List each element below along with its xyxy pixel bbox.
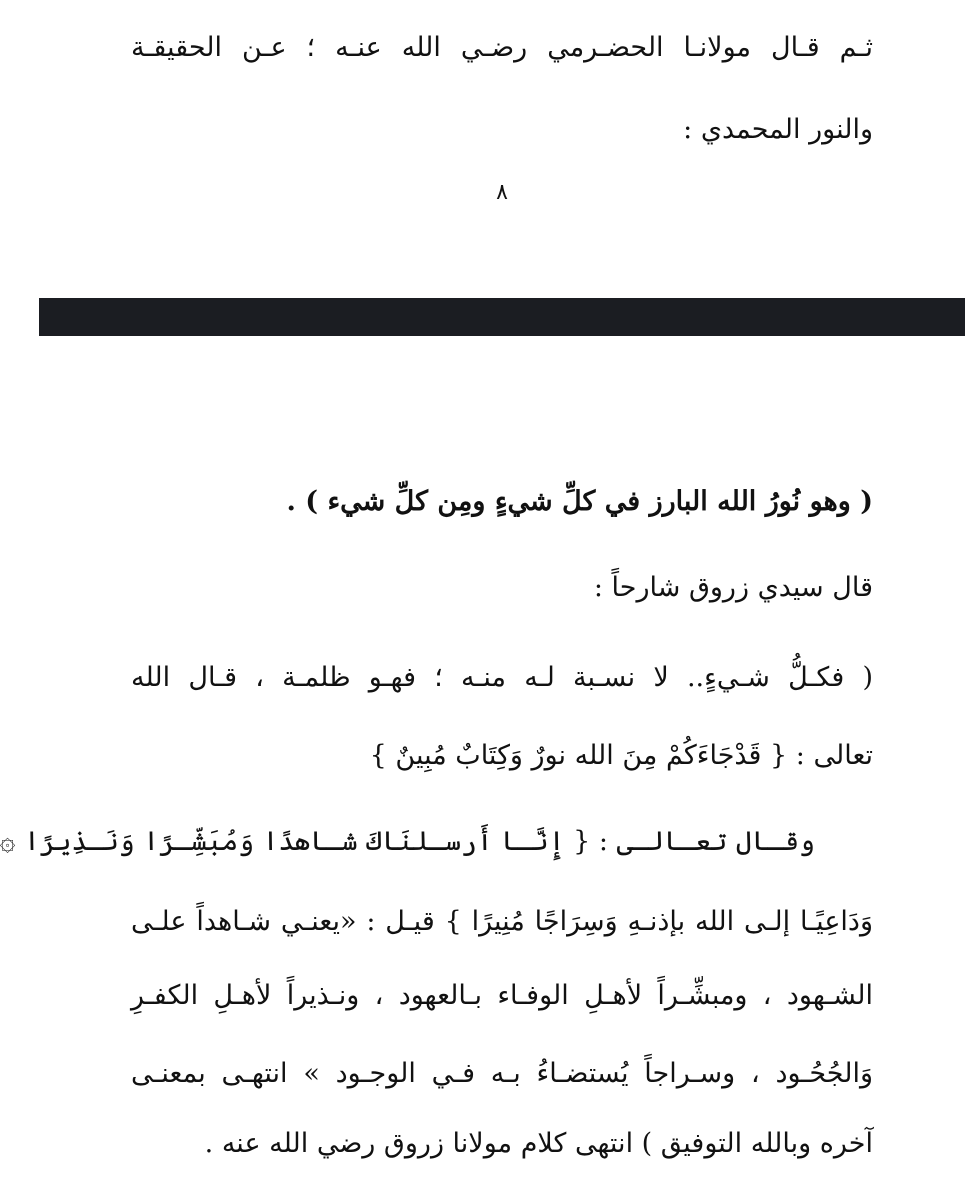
text-line: قال سيدي زروق شارحاً : xyxy=(593,572,873,603)
text-line: وقـال تعـالـى : { إِنَّـا أَرسـلنَاكَ شـاهدًا وَمُبَشِّـرًا وَنَـذِيرًا ۞ xyxy=(0,826,815,857)
text-line: الشـهود ، ومبشِّـراً لأهـلِ الوفـاء بـالعهود ، ونـذيراً لأهـلِ الكفـرِ xyxy=(131,980,873,1011)
upper-page xyxy=(39,0,965,298)
text-line: والنور المحمدي : xyxy=(683,114,873,145)
text-line: ( فكـلُّ شـيءٍ.. لا نسـبة لـه منـه ؛ فهـو ظلمـة ، قـال الله xyxy=(131,662,873,693)
text-line: ( وهو نُورُ الله البارز في كلِّ شيءٍ ومِن كلِّ شيء ) . xyxy=(286,486,873,517)
page-number: ٨ xyxy=(496,180,508,205)
lower-page xyxy=(0,336,965,1200)
text-line: وَدَاعِيًـا إلـى الله بإذنـهِ وَسِرَاجًا مُنِيرًا } قيـل : «يعنـي شـاهداً علـى xyxy=(131,906,873,937)
page-separator-bar xyxy=(39,298,965,336)
text-line: ثـم قـال مولانـا الحضـرمي رضـي الله عنـه ؛ عـن الحقيقـة xyxy=(131,32,873,63)
text-line: وَالجُحُـود ، وسـراجاً يُستضـاءُ بـه فـي الوجـود » انتهـى بمعنـى xyxy=(131,1058,873,1089)
text-line: تعالى : { قَدْجَاءَكُمْ مِنَ الله نورٌ وَكِتَابٌ مُبِينٌ } xyxy=(369,740,873,771)
text-line: آخره وبالله التوفيق ) انتهى كلام مولانا زروق رضي الله عنه . xyxy=(204,1128,873,1159)
